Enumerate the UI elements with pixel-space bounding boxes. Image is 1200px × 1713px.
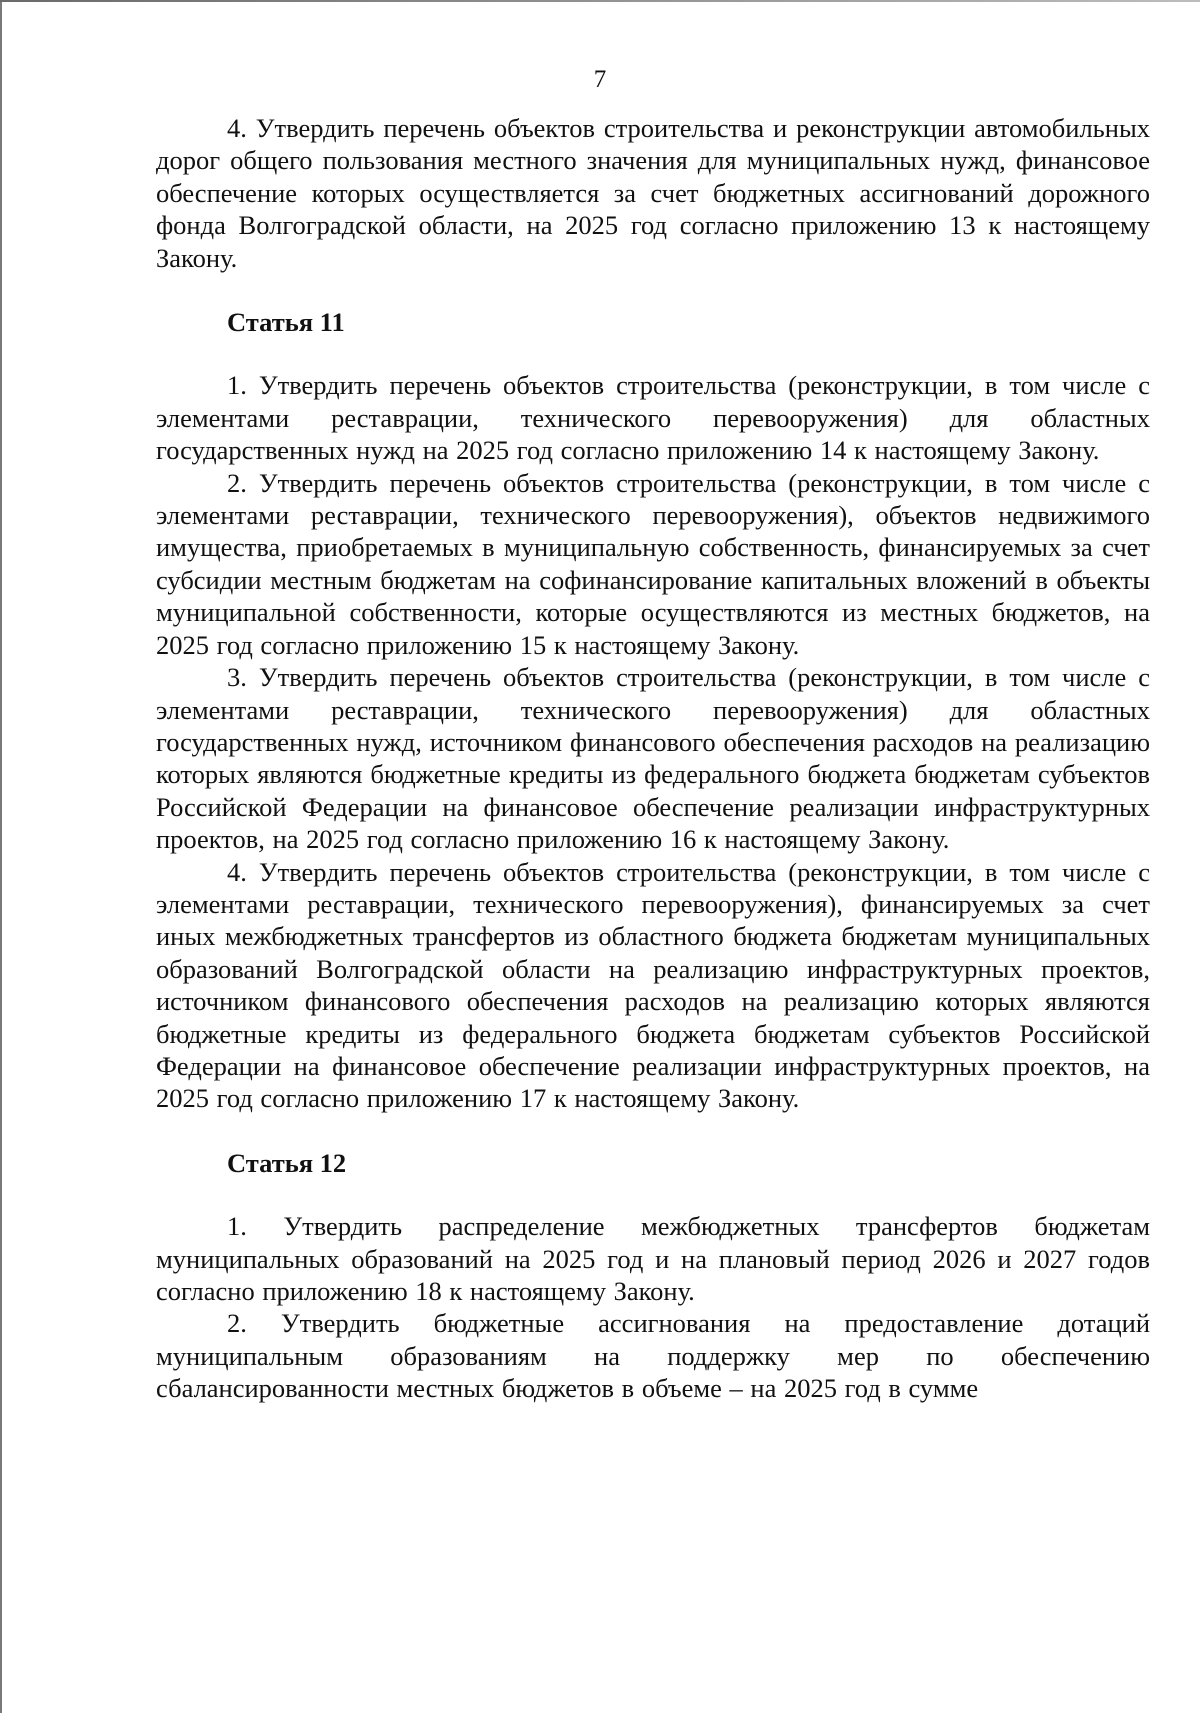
article-12-heading: Статья 12 xyxy=(227,1147,347,1178)
paragraph-intro-4: 4. Утвердить перечень объектов строительства и реконструкции автомобильных дорог общего пользования местного значения для муниципальных нужд, финансовое обеспечение которых осуществляется за счет бюджетных ассигнований дорожного фонда Волгоградской области, на 2025 год согласно приложению 13 к настоящему Закону. xyxy=(156,113,1150,273)
scan-edge-top xyxy=(0,0,1200,2)
article-11-heading: Статья 11 xyxy=(227,307,345,338)
document-body xyxy=(156,112,1150,1405)
page-number: 7 xyxy=(593,66,607,93)
article-11-paragraph-1: 1. Утвердить перечень объектов строительства (реконструкции, в том числе с элементами реставрации, технического перевооружения) для областных государственных нужд на 2025 год согласно приложению 14 к настоящему Закону. xyxy=(156,370,1150,466)
article-11-paragraph-4: 4. Утвердить перечень объектов строительства (реконструкции, в том числе с элементами реставрации, технического перевооружения), финансируемых за счет иных межбюджетных трансфертов из областного бюджета бюджетам муниципальных образований Волгоградской области на реализацию инфраструктурных проектов, источником финансового обеспечения расходов на реализацию которых являются бюджетные кредиты из федерального бюджета бюджетам субъектов Российской Федерации на финансовое обеспечение реализации инфраструктурных проектов, на 2025 год согласно приложению 17 к настоящему Закону. xyxy=(156,856,1150,1114)
scan-edge-left xyxy=(0,0,2,1713)
article-12-paragraph-1: 1. Утвердить распределение межбюджетных трансфертов бюджетам муниципальных образований на 2025 год и на плановый период 2026 и 2027 годов согласно приложению 18 к настоящему Закону. xyxy=(156,1211,1150,1306)
article-11-paragraph-2: 2. Утвердить перечень объектов строительства (реконструкции, в том числе с элементами реставрации, технического перевооружения), объектов недвижимого имущества, приобретаемых в муниципальную собственность, финансируемых за счет субсидии местным бюджетам на софинансирование капитальных вложений в объекты муниципальной собственности, которые осуществляются из местных бюджетов, на 2025 год согласно приложению 15 к настоящему Закону. xyxy=(156,467,1150,660)
article-11-paragraph-3: 3. Утвердить перечень объектов строительства (реконструкции, в том числе с элементами реставрации, технического перевооружения) для областных государственных нужд, источником финансового обеспечения расходов на реализацию которых являются бюджетные кредиты из федерального бюджета бюджетам субъектов Российской Федерации на финансовое обеспечение реализации инфраструктурных проектов, на 2025 год согласно приложению 16 к настоящему Закону. xyxy=(156,662,1150,855)
article-12-paragraph-2: 2. Утвердить бюджетные ассигнования на предоставление дотаций муниципальным образованиям на поддержку мер по обеспечению сбалансированности местных бюджетов в объеме – на 2025 год в сумме xyxy=(156,1308,1150,1404)
